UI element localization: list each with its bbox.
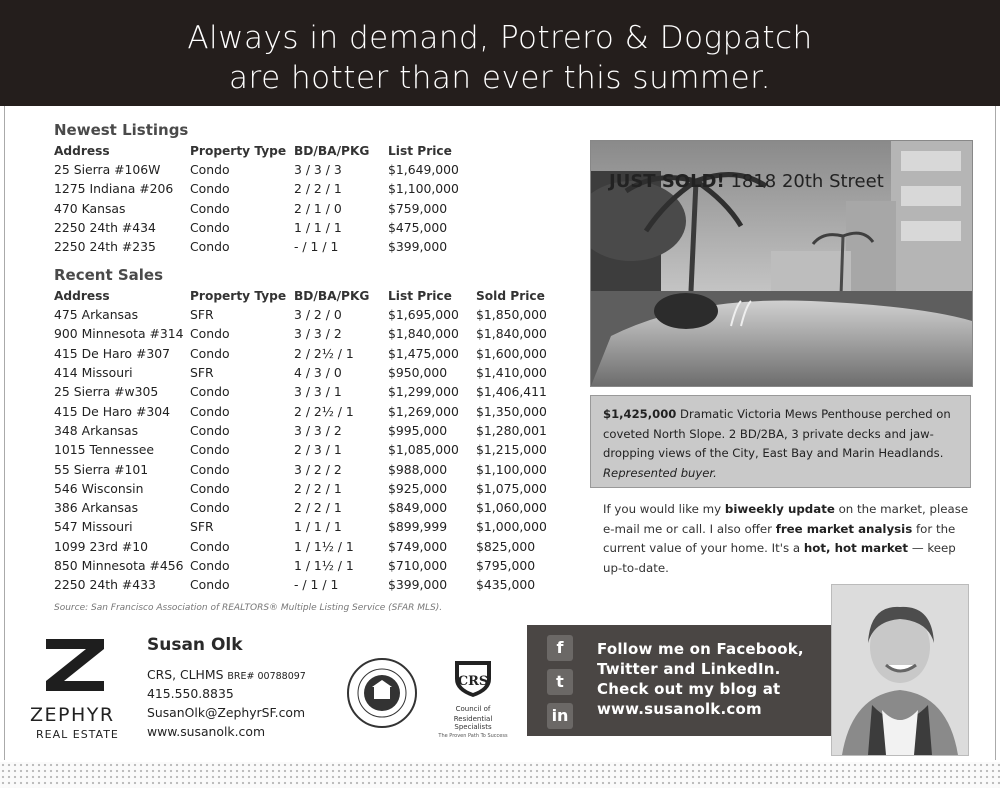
table-cell: 2250 24th #433 [54,577,156,593]
table-cell: 1 / 1 / 1 [294,220,342,236]
agent-website[interactable]: www.susanolk.com [147,724,266,739]
table-row [52,498,558,517]
agent-email[interactable]: SusanOlk@ZephyrSF.com [147,705,306,720]
table-cell: $825,000 [476,538,536,554]
table-cell: $1,410,000 [476,365,547,381]
table-cell: Condo [190,384,230,400]
table-cell: 3 / 3 / 1 [294,384,342,400]
table-cell: 2 / 2 / 1 [294,480,342,496]
column-header: Address [54,288,110,303]
table-row [52,537,558,556]
table-cell: $1,280,001 [476,422,547,438]
table-cell: 25 Sierra #106W [54,162,161,178]
table-row [52,179,474,198]
table-cell: 25 Sierra #w305 [54,384,159,400]
license-number: BRE# 00788097 [227,671,306,682]
table-cell: 2 / 3 / 1 [294,442,342,458]
social-media-box [527,625,832,736]
table-cell: 414 Missouri [54,365,133,381]
table-cell: Condo [190,403,230,419]
table-cell: $475,000 [388,220,448,236]
blurb-highlight: biweekly update [724,502,835,516]
table-cell: 1 / 1½ / 1 [294,538,354,554]
table-cell: Condo [190,220,230,236]
table-cell: Condo [190,461,230,477]
table-cell: 3 / 3 / 2 [294,326,342,342]
crs-badge [435,657,511,739]
crs-logo-text: CRS [457,674,489,689]
table-row [52,440,558,459]
column-header: Sold Price [476,288,545,303]
agent-portrait [831,584,969,756]
linkedin-icon[interactable]: in [547,703,573,729]
social-line-2: Twitter and LinkedIn. [597,660,781,678]
table-cell: 2 / 1 / 0 [294,200,342,216]
column-header: Property Type [190,143,287,158]
table-cell: Condo [190,181,230,197]
table-cell: 2 / 2 / 1 [294,181,342,197]
table-cell: Condo [190,577,230,593]
table-cell: $795,000 [476,558,536,573]
facebook-icon[interactable]: f [547,635,573,661]
table-cell: Condo [190,162,230,178]
table-cell: SFR [190,307,214,323]
table-cell: $1,850,000 [476,307,547,323]
table-cell: $1,840,000 [388,326,459,342]
table-cell: Condo [190,442,230,458]
table-cell: $899,999 [388,519,448,535]
luxury-home-seal-icon [346,657,418,729]
table-row [52,160,474,179]
table-cell: $1,299,000 [388,384,459,400]
headline-banner [0,0,1000,106]
column-header: List Price [388,288,452,303]
table-row [52,421,558,440]
agent-photo [832,585,968,755]
agent-phone[interactable]: 415.550.8835 [147,686,234,701]
crs-name-line-2: Residential Specialists [453,715,493,731]
agent-credentials [147,667,306,682]
table-cell: Condo [190,345,230,361]
table-cell: SFR [190,519,214,535]
headline-line-1: Always in demand, Potrero & Dogpatch [187,20,813,56]
table-row [52,363,558,382]
table-cell: $710,000 [388,558,448,573]
blurb-text: If you would like my [603,502,725,516]
table-cell: $435,000 [476,577,536,593]
table-cell: $1,085,000 [388,442,459,458]
table-cell: 415 De Haro #307 [54,345,170,361]
table-row [52,575,558,594]
table-row [52,556,558,575]
table-cell: $988,000 [388,461,448,477]
table-cell: $995,000 [388,422,448,438]
column-header: Property Type [190,288,287,303]
social-text [597,639,804,719]
table-row [52,401,558,420]
table-cell: $1,406,411 [476,384,547,400]
social-line-3: Check out my blog at [597,680,781,698]
agent-name: Susan Olk [147,635,243,655]
table-cell: Condo [190,326,230,342]
table-cell: $399,000 [388,239,448,255]
table-cell: SFR [190,365,214,381]
table-cell: $1,649,000 [388,162,459,178]
table-row [52,305,558,324]
just-sold-tag: JUST SOLD! [609,171,725,192]
table-cell: Condo [190,422,230,438]
table-header-row [52,141,474,160]
blurb-highlight: free market analysis [775,521,913,536]
table-cell: 1015 Tennessee [54,442,155,458]
table-cell: 850 Minnesota #456 [54,558,184,573]
table-cell: $1,100,000 [476,461,547,477]
table-cell: 547 Missouri [54,519,133,535]
table-cell: 900 Minnesota #314 [54,326,184,342]
table-cell: - / 1 / 1 [294,239,339,255]
property-photo [590,140,973,387]
table-cell: $1,600,000 [476,345,547,361]
table-cell: 3 / 3 / 3 [294,162,342,178]
table-cell: $1,350,000 [476,403,547,419]
table-cell: $1,075,000 [476,480,547,496]
table-cell: 546 Wisconsin [54,480,144,496]
table-cell: $950,000 [388,365,448,381]
table-cell: $1,840,000 [476,326,547,342]
table-row [52,199,474,218]
table-cell: $759,000 [388,200,448,216]
table-cell: 3 / 2 / 2 [294,461,342,477]
table-cell: $1,215,000 [476,442,547,458]
table-row [52,459,558,478]
table-cell: - / 1 / 1 [294,577,339,593]
twitter-icon[interactable]: t [547,669,573,695]
table-cell: $1,475,000 [388,345,459,361]
table-row [52,218,474,237]
table-cell: 2250 24th #434 [54,220,156,236]
table-row [52,237,474,256]
table-cell: $1,269,000 [388,403,459,419]
crs-name-line-1: Council of [455,705,491,713]
table-row [52,479,558,498]
table-cell: $1,100,000 [388,181,459,197]
brokerage-name: ZEPHYR [30,704,115,726]
table-cell: 2 / 2½ / 1 [294,345,354,361]
social-icons [547,635,579,737]
table-cell: Condo [190,558,230,573]
table-cell: 2 / 2½ / 1 [294,403,354,419]
table-cell: 470 Kansas [54,200,126,216]
column-header: BD/BA/PKG [294,143,370,158]
table-row [52,517,558,536]
table-cell: $925,000 [388,480,448,496]
table-cell: 55 Sierra #101 [54,461,149,477]
table-row [52,344,558,363]
source-note: Source: San Francisco Association of REALTORS® Multiple Listing Service (SFAR MLS). [54,603,443,613]
blurb-text: on the market, please e-mail me or call. I also offer [603,502,969,536]
description-text: Dramatic Victoria Mews Penthouse perched on coveted North Slope. 2 BD/2BA, 3 private decks and jaw-dropping views of the City, East Bay and Marin Headlands. [603,407,951,460]
represented-buyer-note: Represented buyer. [603,465,717,480]
table-cell: 3 / 2 / 0 [294,307,342,323]
table-header-row [52,286,558,305]
newest-listings-title: Newest Listings [54,121,189,139]
table-cell: 1 / 1 / 1 [294,519,342,535]
table-cell: Condo [190,239,230,255]
dotted-footer-border [0,762,1000,788]
table-cell: 1099 23rd #10 [54,538,149,554]
table-cell: 348 Arkansas [54,422,139,438]
table-cell: 386 Arkansas [54,500,139,516]
table-row [52,324,558,343]
table-row [52,382,558,401]
table-cell: 2250 24th #235 [54,239,156,255]
property-description [590,395,971,488]
table-cell: 2 / 2 / 1 [294,500,342,516]
table-cell: Condo [190,200,230,216]
recent-sales-table [52,286,558,594]
table-cell: Condo [190,500,230,516]
crs-shield-icon [451,657,495,699]
blurb-highlight: hot, hot market [803,541,909,555]
newest-listings-table [52,141,474,256]
column-header: List Price [388,143,452,158]
blurb-text: for the current value of your home. It's a [603,521,956,555]
brokerage-subtitle: REAL ESTATE [36,728,119,741]
table-cell: 3 / 3 / 2 [294,422,342,438]
table-cell: $399,000 [388,577,448,593]
crs-tagline: The Proven Path To Success [438,733,508,739]
recent-sales-title: Recent Sales [54,266,164,284]
table-cell: $749,000 [388,538,448,554]
table-cell: Condo [190,480,230,496]
credentials-text: CRS, CLHMS [147,667,228,682]
social-line-1: Follow me on Facebook, [597,640,804,658]
blurb-text: — keep up-to-date. [603,541,956,575]
zephyr-logo [44,637,106,693]
table-cell: 1 / 1½ / 1 [294,558,354,573]
column-header: BD/BA/PKG [294,288,370,303]
table-cell: $1,000,000 [476,519,547,535]
table-cell: 415 De Haro #304 [54,403,170,419]
just-sold-label [609,171,884,192]
table-cell: $1,695,000 [388,307,459,323]
column-header: Address [54,143,110,158]
market-update-blurb [603,500,973,578]
just-sold-address: 1818 20th Street [724,171,884,192]
table-cell: Condo [190,538,230,554]
headline-line-2: are hotter than ever this summer. [229,60,771,96]
table-cell: $849,000 [388,500,448,516]
table-cell: 1275 Indiana #206 [54,181,174,197]
table-cell: 475 Arkansas [54,307,139,323]
sold-price: $1,425,000 [603,407,677,421]
table-cell: $1,060,000 [476,500,547,516]
table-cell: 4 / 3 / 0 [294,365,342,381]
blog-link[interactable]: www.susanolk.com [597,700,762,718]
